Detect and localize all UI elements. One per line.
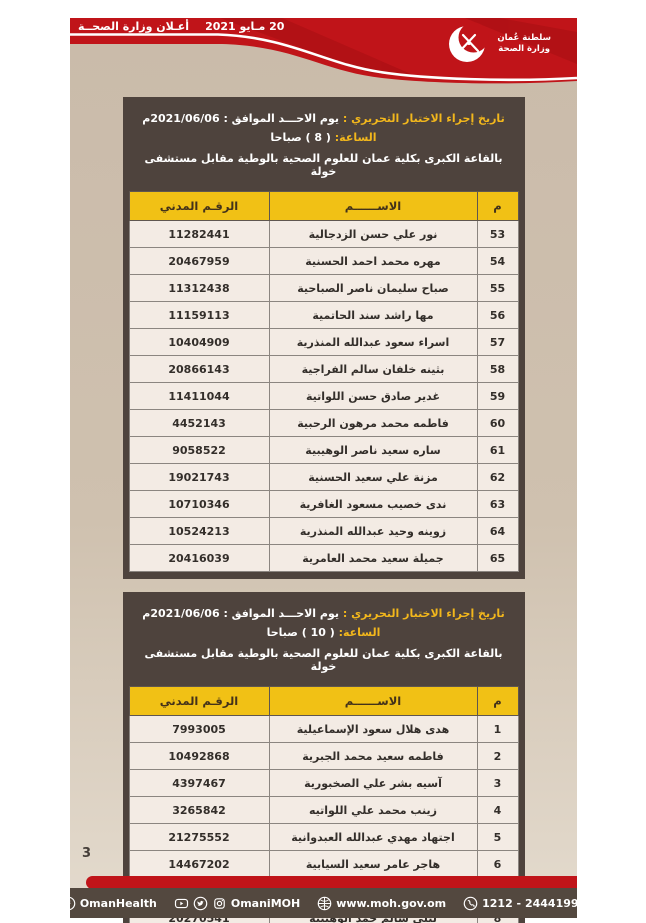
serial-cell: 56: [477, 302, 518, 329]
phone-numbers: 1212 - 24441999: [482, 896, 587, 910]
civil-id-cell: 11411044: [129, 383, 269, 410]
name-cell: مها راشد سند الحاتمية: [269, 302, 477, 329]
exam-date-line: [131, 112, 517, 125]
table-row: [129, 356, 518, 383]
serial-cell: 59: [477, 383, 518, 410]
civil-id-cell: 9058522: [129, 437, 269, 464]
civil-id-cell: 11312438: [129, 275, 269, 302]
announcement-date: 20 مـايو 2021: [205, 20, 285, 33]
civil-id-cell: 10404909: [129, 329, 269, 356]
serial-cell: 65: [477, 545, 518, 572]
table-row: [129, 491, 518, 518]
social-handle: OmaniMOH: [230, 896, 301, 910]
name-column-header: الاســــــم: [269, 192, 477, 221]
exam-time-value: ( 8 ) صباحا: [270, 131, 331, 144]
serial-column-header: م: [477, 192, 518, 221]
exam-session-panel-10am: [123, 592, 525, 923]
exam-time-label: الساعة:: [338, 626, 381, 639]
document-area: [70, 18, 587, 918]
serial-cell: 55: [477, 275, 518, 302]
table-row: [129, 437, 518, 464]
civil-id-cell: 21275552: [129, 824, 269, 851]
exam-session-panel-8am: [123, 97, 525, 579]
serial-cell: 64: [477, 518, 518, 545]
exam-time-line: [131, 131, 517, 144]
serial-cell: 63: [477, 491, 518, 518]
page-number: 3: [82, 846, 92, 861]
name-cell: زوينه وحيد عبدالله المنذرية: [269, 518, 477, 545]
table-header-row: [129, 192, 518, 221]
exam-date-line: [131, 607, 517, 620]
civil-id-column-header: الرقـم المدني: [129, 687, 269, 716]
table-row: [129, 770, 518, 797]
table-row: [129, 851, 518, 878]
table-header-row: [129, 687, 518, 716]
table-row: [129, 716, 518, 743]
exam-date-label: تاريخ إجراء الاختبار التحريري :: [342, 112, 505, 125]
civil-id-cell: 10524213: [129, 518, 269, 545]
civil-id-cell: 4452143: [129, 410, 269, 437]
facebook-contact: [61, 896, 157, 911]
website-url: www.moh.gov.om: [336, 896, 447, 910]
phone-contact: [463, 896, 586, 911]
exam-time-label: الساعة:: [334, 131, 377, 144]
exam-date-value: يوم الاحـــد الموافق : 2021/06/06م: [142, 112, 339, 125]
social-contact: [174, 896, 300, 911]
candidates-table-8am: [129, 191, 519, 572]
civil-id-cell: 20416039: [129, 545, 269, 572]
serial-cell: 2: [477, 743, 518, 770]
name-cell: هاجر عامر سعيد السيابية: [269, 851, 477, 878]
civil-id-cell: 14467202: [129, 851, 269, 878]
exam-time-value: ( 10 ) صباحا: [266, 626, 335, 639]
facebook-icon: [61, 896, 76, 911]
serial-cell: 53: [477, 221, 518, 248]
youtube-icon: [174, 896, 189, 911]
serial-cell: 58: [477, 356, 518, 383]
civil-id-cell: 10710346: [129, 491, 269, 518]
serial-cell: 3: [477, 770, 518, 797]
civil-id-cell: 3265842: [129, 797, 269, 824]
serial-column-header: م: [477, 687, 518, 716]
table-row: [129, 383, 518, 410]
table-row: [129, 248, 518, 275]
exam-time-line: [131, 626, 517, 639]
serial-cell: 4: [477, 797, 518, 824]
exam-venue: بالقاعة الكبرى بكلية عمان للعلوم الصحية بالوطية مقابل مستشفى خولة: [144, 152, 503, 178]
civil-id-cell: 11159113: [129, 302, 269, 329]
footer-contact-bar: [70, 888, 587, 918]
website-contact: [317, 896, 446, 911]
civil-id-cell: 10492868: [129, 743, 269, 770]
exam-date-label: تاريخ إجراء الاختبار التحريري :: [342, 607, 505, 620]
name-cell: اسراء سعود عبدالله المنذرية: [269, 329, 477, 356]
name-cell: فاطمه محمد مرهون الرحبية: [269, 410, 477, 437]
table-row: [129, 329, 518, 356]
civil-id-cell: 19021743: [129, 464, 269, 491]
civil-id-cell: 11282441: [129, 221, 269, 248]
serial-cell: 54: [477, 248, 518, 275]
name-column-header: الاســــــم: [269, 687, 477, 716]
name-cell: غدير صادق حسن اللواتية: [269, 383, 477, 410]
moh-logo: [446, 22, 551, 66]
civil-id-cell: 4397467: [129, 770, 269, 797]
table-row: [129, 743, 518, 770]
table-row: [129, 797, 518, 824]
civil-id-cell: 20467959: [129, 248, 269, 275]
table-row: [129, 410, 518, 437]
name-cell: مزنة علي سعيد الحسنية: [269, 464, 477, 491]
logo-line-sultanate: سلطنة عُمان: [497, 32, 551, 43]
table-row: [129, 275, 518, 302]
name-cell: فاطمه سعيد محمد الجبرية: [269, 743, 477, 770]
exam-venue: بالقاعة الكبرى بكلية عمان للعلوم الصحية بالوطية مقابل مستشفى خولة: [144, 647, 503, 673]
serial-cell: 62: [477, 464, 518, 491]
instagram-icon: [212, 896, 227, 911]
name-cell: ندى خصيب مسعود الغافرية: [269, 491, 477, 518]
session-header: [129, 97, 519, 191]
serial-cell: 6: [477, 851, 518, 878]
twitter-icon: [193, 896, 208, 911]
name-cell: صباح سليمان ناصر الصباحية: [269, 275, 477, 302]
logo-line-ministry: وزارة الصحة: [498, 44, 551, 54]
name-cell: آسيه بشر علي الصخبورية: [269, 770, 477, 797]
ministry-announcement-title: أعـلان وزارة الصحــة: [78, 20, 190, 33]
serial-cell: 1: [477, 716, 518, 743]
name-cell: نور علي حسن الزدجالية: [269, 221, 477, 248]
civil-id-column-header: الرقـم المدني: [129, 192, 269, 221]
table-row: [129, 824, 518, 851]
facebook-handle: OmanHealth: [79, 896, 157, 910]
civil-id-cell: 7993005: [129, 716, 269, 743]
name-cell: هدى هلال سعود الإسماعيلية: [269, 716, 477, 743]
phone-icon: [463, 896, 478, 911]
name-cell: مهره محمد احمد الحسنية: [269, 248, 477, 275]
table-row: [129, 464, 518, 491]
serial-cell: 57: [477, 329, 518, 356]
oman-emblem-icon: [446, 22, 490, 66]
table-row: [129, 518, 518, 545]
session-header: [129, 592, 519, 686]
name-cell: جميلة سعيد محمد العامرية: [269, 545, 477, 572]
table-row: [129, 302, 518, 329]
civil-id-cell: 20866143: [129, 356, 269, 383]
name-cell: زينب محمد علي اللواتيه: [269, 797, 477, 824]
website-globe-icon: [317, 896, 332, 911]
masthead-text: [78, 20, 284, 33]
moh-logo-text: [497, 33, 551, 55]
name-cell: اجتهاد مهدي عبدالله العبدوانية: [269, 824, 477, 851]
serial-cell: 60: [477, 410, 518, 437]
name-cell: ساره سعيد ناصر الوهيبية: [269, 437, 477, 464]
serial-cell: 61: [477, 437, 518, 464]
exam-date-value: يوم الاحـــد الموافق : 2021/06/06م: [142, 607, 339, 620]
document-content: [70, 18, 577, 923]
table-row: [129, 545, 518, 572]
serial-cell: 5: [477, 824, 518, 851]
table-row: [129, 221, 518, 248]
name-cell: بثينه خلفان سالم الفراجية: [269, 356, 477, 383]
